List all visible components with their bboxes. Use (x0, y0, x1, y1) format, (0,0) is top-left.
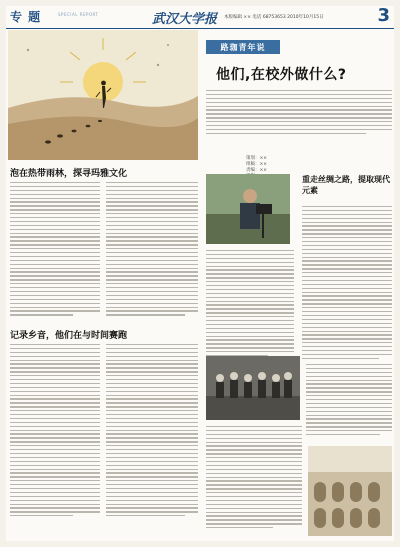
article-2-col-1 (206, 250, 294, 359)
article-3-title: 记录乡音，他们在与时间赛跑 (10, 331, 128, 341)
photo-group (206, 356, 300, 420)
sunrise-illustration (8, 30, 198, 160)
article-1-col-2 (106, 182, 198, 318)
section-label: 专 题 (10, 10, 42, 24)
article-2-col-2 (302, 206, 392, 362)
feature-intro (206, 90, 392, 137)
page-number: 3 (377, 5, 390, 26)
header-info: 本版编辑 ×× 电话 68753653 2010年10月15日 (224, 15, 324, 20)
article-3-col-3 (206, 426, 302, 531)
article-1-title: 泡在热带雨林，探寻玛雅文化 (10, 169, 128, 179)
page-header (6, 6, 394, 29)
photo-grottoes (308, 446, 392, 536)
feature-title: 他们,在校外做什么? (216, 67, 347, 83)
photo-camera-man (206, 174, 290, 244)
article-1-col-1 (10, 182, 100, 318)
section-label-en: SPECIAL REPORT (58, 12, 99, 17)
article-3-col-2 (106, 344, 198, 519)
article-2-col-3 (306, 364, 392, 438)
hero-illustration (8, 30, 198, 160)
article-3-col-1 (10, 344, 100, 519)
feature-byline: 策划：×× 组稿：×× 责编：×× (246, 156, 268, 173)
newspaper-page (6, 6, 394, 541)
feature-banner: 路珈青年说 (206, 40, 280, 54)
masthead: 武汉大学报 (152, 12, 218, 27)
article-2-title: 重走丝绸之路，提取现代元素 (302, 174, 390, 195)
